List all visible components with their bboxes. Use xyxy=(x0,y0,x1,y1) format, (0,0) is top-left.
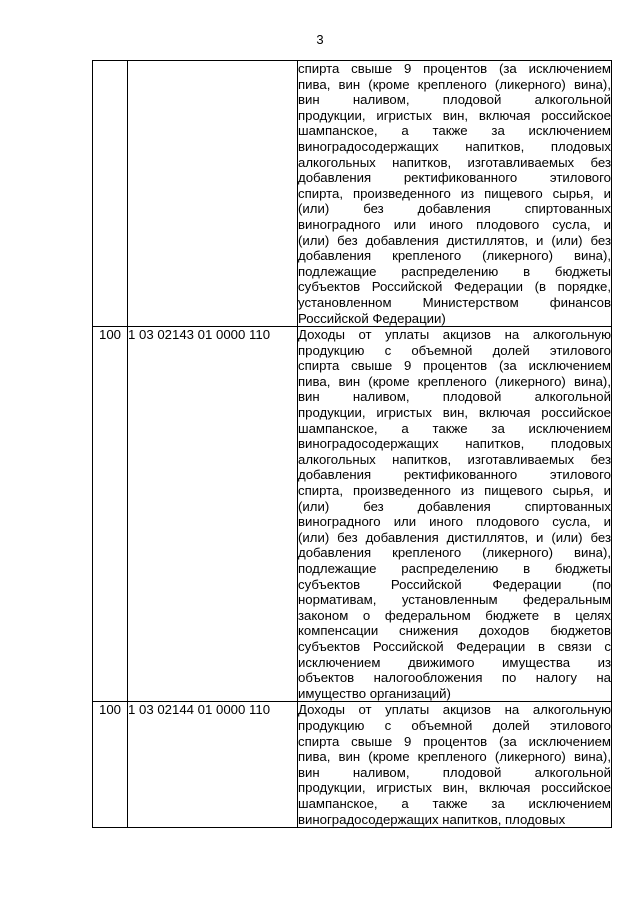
description-line: пива, вин (кроме крепленого (ликерного) вина), xyxy=(298,76,611,92)
description-line: установленном Министерством финансов xyxy=(298,294,611,310)
table-row xyxy=(93,702,612,828)
description-line: субъектов Российской Федерации в связи с xyxy=(298,638,611,654)
description-line: пива, вин (кроме крепленого (ликерного) вина), xyxy=(298,749,611,765)
description-line: компенсации снижения доходов бюджетов xyxy=(298,623,611,639)
description-line: продукции, игристых вин, включая российское xyxy=(298,780,611,796)
description-line: (или) без добавления дистиллятов, и (или) без xyxy=(298,529,611,545)
description-line: подлежащие распределению в бюджеты xyxy=(298,561,611,576)
table-row xyxy=(93,61,612,327)
description-line: виноградного или иного плодового сусла, и xyxy=(298,514,611,530)
description-line: добавления ректификованного этилового xyxy=(298,467,611,483)
admin-code-cell xyxy=(93,61,128,327)
description-line: спирта свыше 9 процентов (за исключением xyxy=(298,61,611,76)
description-line: (или) без добавления дистиллятов, и (или) без xyxy=(298,232,611,248)
description-line: подлежащие распределению в бюджеты xyxy=(298,263,611,279)
description-line: продукцию с объемной долей этилового xyxy=(298,342,611,358)
description-line: спирта свыше 9 процентов (за исключением xyxy=(298,733,611,749)
description-line: спирта свыше 9 процентов (за исключением xyxy=(298,358,611,374)
description-line: субъектов Российской Федерации (в порядке, xyxy=(298,279,611,295)
table-row xyxy=(93,327,612,702)
budget-classification-code-cell: 1 03 02144 01 0000 110 xyxy=(128,702,298,828)
description-line: Доходы от уплаты акцизов на алкогольную xyxy=(298,327,611,343)
description-line: алкогольных напитков, изготавливаемых без xyxy=(298,451,611,467)
admin-code-cell: 100 xyxy=(93,702,128,828)
description-line: (или) без добавления спиртованных xyxy=(298,498,611,514)
income-description-cell xyxy=(298,702,612,828)
description-line: добавления крепленого (ликерного) вина), xyxy=(298,248,611,264)
table-body xyxy=(93,61,612,828)
description-line: продукцию с объемной долей этилового xyxy=(298,717,611,733)
description-line: шампанское, а также за исключением xyxy=(298,123,611,139)
description-line: Доходы от уплаты акцизов на алкогольную xyxy=(298,702,611,718)
description-line: нормативам, установленным федеральным xyxy=(298,592,611,608)
description-line: (или) без добавления спиртованных xyxy=(298,201,611,217)
description-line: объектов налогообложения по налогу на xyxy=(298,670,611,686)
income-description-cell xyxy=(298,61,612,327)
budget-classification-code-cell xyxy=(128,61,298,327)
description-line: исключением движимого имущества из xyxy=(298,654,611,670)
description-line: виноградосодержащих напитков, плодовых xyxy=(298,138,611,154)
description-line: продукции, игристых вин, включая российское xyxy=(298,107,611,123)
revenue-codes-table xyxy=(92,60,612,828)
page-number: 3 xyxy=(316,32,324,47)
description-line: виноградосодержащих напитков, плодовых xyxy=(298,811,566,827)
description-line: спирта, произведенного из пищевого сырья, и xyxy=(298,483,611,499)
description-line: виноградосодержащих напитков, плодовых xyxy=(298,436,611,452)
description-line: шампанское, а также за исключением xyxy=(298,420,611,436)
description-line: субъектов Российской Федерации (по xyxy=(298,576,611,592)
description-line: виноградного или иного плодового сусла, и xyxy=(298,216,611,232)
description-line: вин наливом, плодовой алкогольной xyxy=(298,92,611,108)
description-line: шампанское, а также за исключением xyxy=(298,795,611,811)
description-line: добавления крепленого (ликерного) вина), xyxy=(298,545,611,561)
description-line: продукции, игристых вин, включая российское xyxy=(298,405,611,421)
description-line: добавления ректификованного этилового xyxy=(298,170,611,186)
description-line: пива, вин (кроме крепленого (ликерного) вина), xyxy=(298,373,611,389)
description-line: спирта, произведенного из пищевого сырья, и xyxy=(298,185,611,201)
budget-classification-code-cell: 1 03 02143 01 0000 110 xyxy=(128,327,298,702)
income-description-cell xyxy=(298,327,612,702)
description-line: алкогольных напитков, изготавливаемых без xyxy=(298,154,611,170)
description-line: законом о федеральном бюджете в целях xyxy=(298,607,611,623)
description-line: Российской Федерации) xyxy=(298,310,446,326)
admin-code-cell: 100 xyxy=(93,327,128,702)
description-line: вин наливом, плодовой алкогольной xyxy=(298,764,611,780)
description-line: имущество организаций) xyxy=(298,685,451,701)
description-line: вин наливом, плодовой алкогольной xyxy=(298,389,611,405)
